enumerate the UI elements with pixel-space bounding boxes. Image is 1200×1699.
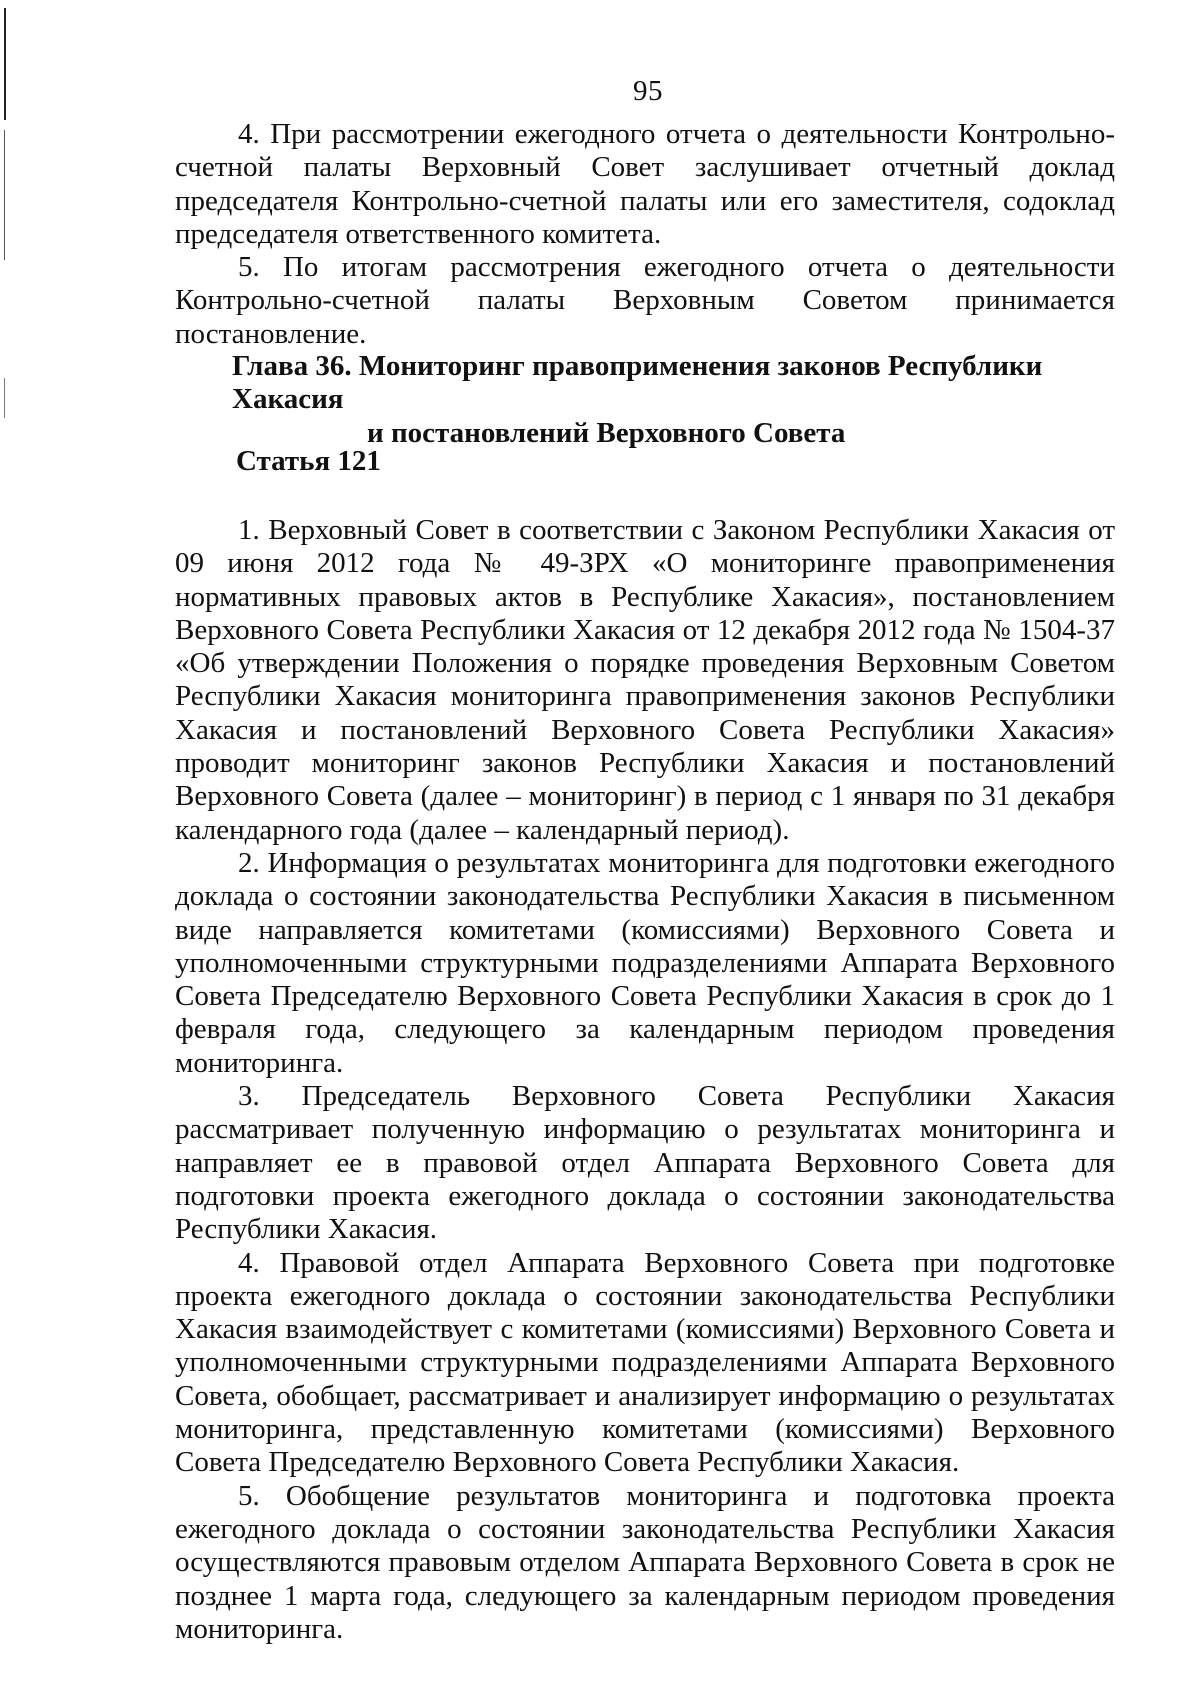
paragraph: 4. Правовой отдел Аппарата Верховного Совета при подготовке проекта ежегодного доклада о состоянии законодательства Республики Хакасия взаимодействует с комитетами (комиссиями) Верховного Совета и уполномоченными структурными подразделениями Аппарата Верховного Совета, обобщает, рассматривает и анализирует информацию о результатах мониторинга, представленную комитетами (комиссиями) Верховного Совета Председателю Верховного Совета Республики Хакасия.: [175, 1246, 1115, 1479]
paragraph: 2. Информация о результатах мониторинга для подготовки ежегодного доклада о состоянии законодательства Республики Хакасия в письменном виде направляется комитетами (комиссиями) Верховного Совета и уполномоченными структурными подразделениями Аппарата Верховного Совета Председателю Верховного Совета Республики Хакасия в срок до 1 февраля года, следующего за календарным периодом проведения мониторинга.: [175, 846, 1115, 1079]
chapter-heading: [232, 350, 1132, 450]
top-paragraphs: [175, 118, 1115, 351]
chapter-heading-line-2: и постановлений Верховного Совета: [367, 416, 846, 449]
paragraph: 4. При рассмотрении ежегодного отчета о деятельности Контрольно-счетной палаты Верховный Совет заслушивает отчетный доклад председателя Контрольно-счетной палаты или его заместителя, содоклад председателя ответственного комитета.: [175, 118, 1115, 250]
paragraph: 5. Обобщение результатов мониторинга и подготовка проекта ежегодного доклада о состоянии законодательства Республики Хакасия осуществляются правовым отделом Аппарата Верховного Совета в срок не позднее 1 марта года, следующего за календарным периодом проведения мониторинга.: [175, 1479, 1115, 1645]
scan-edge-line: [4, 378, 5, 418]
scan-edge-line: [4, 130, 5, 260]
article-paragraphs: [175, 514, 1115, 1646]
paragraph: 1. Верховный Совет в соответствии с Законом Республики Хакасия от 09 июня 2012 года № 49-ЗРХ «О мониторинге правоприменения нормативных правовых актов в Республике Хакасия», постановлением Верховного Совета Республики Хакасия от 12 декабря 2012 года № 1504-37 «Об утверждении Положения о порядке проведения Верховным Советом Республики Хакасия мониторинга правоприменения законов Республики Хакасия и постановлений Верховного Совета Республики Хакасия» проводит мониторинг законов Республики Хакасия и постановлений Верховного Совета (далее – мониторинг) в период с 1 января по 31 декабря календарного года (далее – календарный период).: [175, 514, 1115, 846]
chapter-heading-line-1: Глава 36. Мониторинг правоприменения законов Республики Хакасия: [232, 350, 1043, 416]
article-title: Статья 121: [236, 445, 381, 477]
paragraph: 3. Председатель Верховного Совета Республики Хакасия рассматривает полученную информацию о результатах мониторинга и направляет ее в правовой отдел Аппарата Верховного Совета для подготовки проекта ежегодного доклада о состоянии законодательства Республики Хакасия.: [175, 1080, 1115, 1246]
page-number: 95: [633, 75, 663, 107]
paragraph: 5. По итогам рассмотрения ежегодного отчета о деятельности Контрольно-счетной палаты Верховным Советом принимается постановление.: [175, 251, 1115, 350]
